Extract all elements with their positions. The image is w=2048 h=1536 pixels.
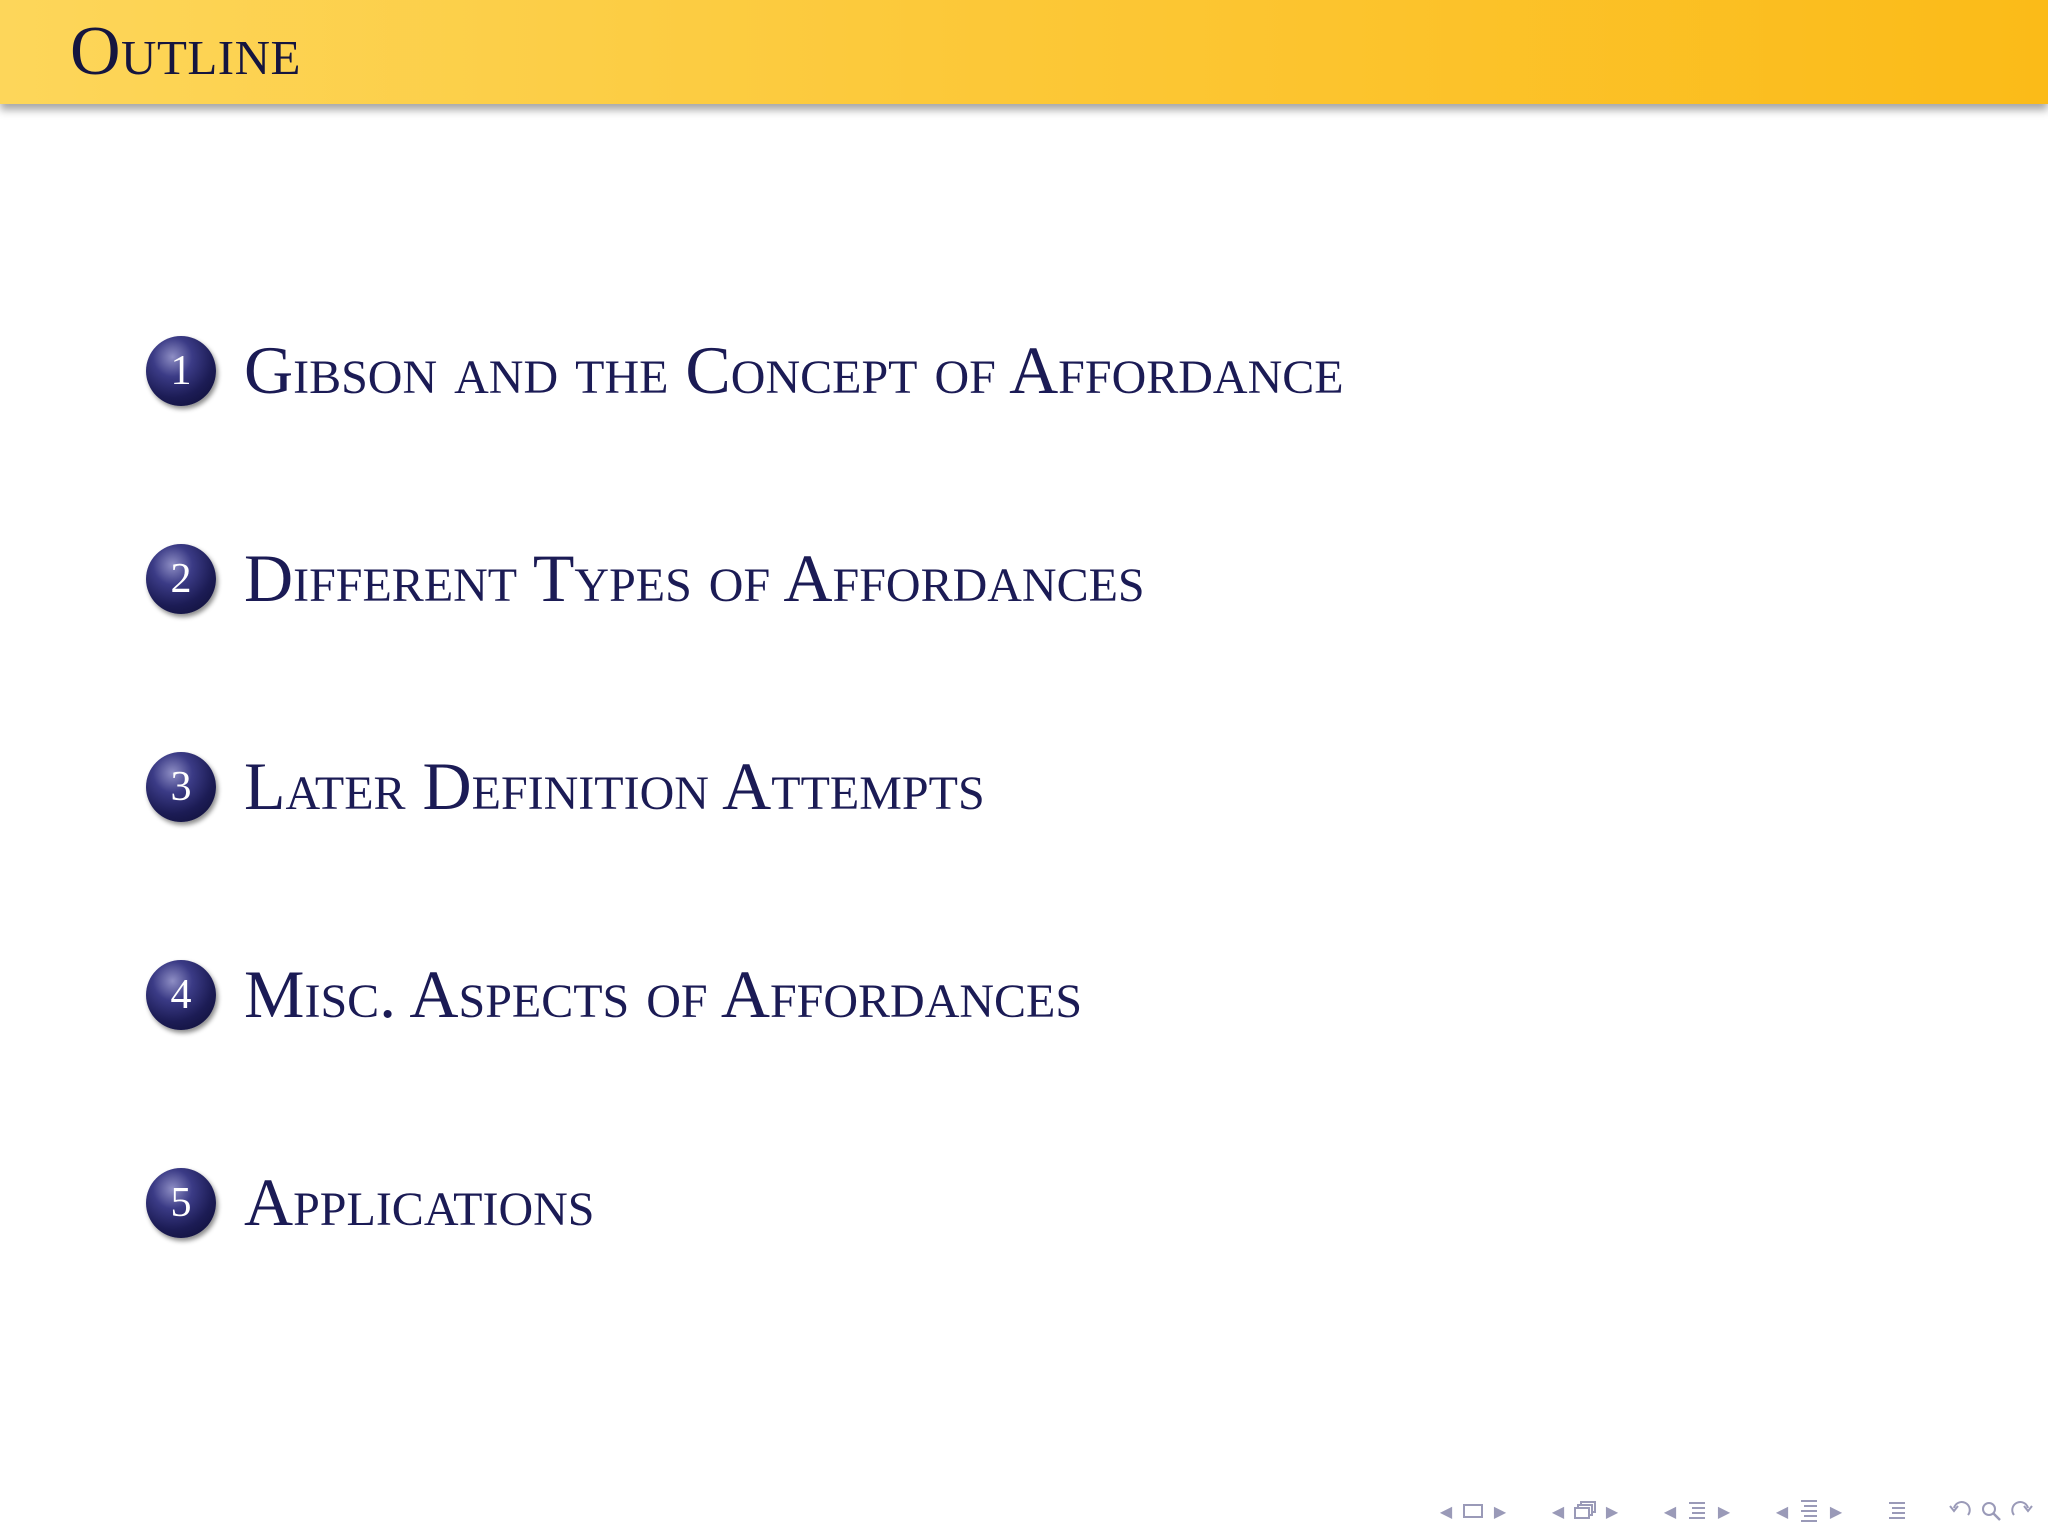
subsection-nav-group <box>1546 1499 1624 1523</box>
next-document-arrow-icon[interactable]: ▶ <box>1829 1501 1843 1521</box>
appendix-nav-group <box>1882 1499 1912 1523</box>
subsection-nav-icon[interactable] <box>1570 1499 1600 1523</box>
section-nav-icon[interactable] <box>1682 1499 1712 1523</box>
toc-number-ball: 5 <box>146 1168 216 1238</box>
frame-nav-group <box>1434 1499 1512 1523</box>
toc-label[interactable]: Different Types of Affordances <box>244 540 1145 616</box>
toc-item-2[interactable] <box>146 538 1344 746</box>
prev-document-arrow-icon[interactable]: ◀ <box>1775 1501 1789 1521</box>
prev-section-arrow-icon[interactable]: ◀ <box>1663 1501 1677 1521</box>
toc-label[interactable]: Applications <box>244 1164 595 1240</box>
toc-number-ball: 2 <box>146 544 216 614</box>
table-of-contents <box>146 330 1344 1370</box>
toc-item-3[interactable] <box>146 746 1344 954</box>
document-nav-group <box>1770 1499 1848 1523</box>
toc-number-ball: 1 <box>146 336 216 406</box>
section-nav-group <box>1658 1499 1736 1523</box>
frame-nav-icon[interactable] <box>1458 1499 1488 1523</box>
history-nav-group <box>1946 1499 2036 1523</box>
toc-label[interactable]: Gibson and the Concept of Affordance <box>244 332 1344 408</box>
appendix-icon[interactable] <box>1882 1499 1912 1523</box>
toc-number-ball: 3 <box>146 752 216 822</box>
forward-icon[interactable] <box>2006 1499 2036 1523</box>
next-subsection-arrow-icon[interactable]: ▶ <box>1605 1501 1619 1521</box>
prev-frame-arrow-icon[interactable]: ◀ <box>1439 1501 1453 1521</box>
document-nav-icon[interactable] <box>1794 1499 1824 1523</box>
toc-label[interactable]: Later Definition Attempts <box>244 748 985 824</box>
beamer-navigation-bar <box>1400 1496 2036 1526</box>
next-frame-arrow-icon[interactable]: ▶ <box>1493 1501 1507 1521</box>
next-section-arrow-icon[interactable]: ▶ <box>1717 1501 1731 1521</box>
toc-item-4[interactable] <box>146 954 1344 1162</box>
frame-title-bar <box>0 0 2048 104</box>
toc-item-5[interactable] <box>146 1162 1344 1370</box>
toc-item-1[interactable] <box>146 330 1344 538</box>
frame-title: Outline <box>70 13 301 90</box>
search-icon[interactable] <box>1976 1499 2006 1523</box>
toc-number-ball: 4 <box>146 960 216 1030</box>
back-icon[interactable] <box>1946 1499 1976 1523</box>
toc-label[interactable]: Misc. Aspects of Affordances <box>244 956 1083 1032</box>
prev-subsection-arrow-icon[interactable]: ◀ <box>1551 1501 1565 1521</box>
